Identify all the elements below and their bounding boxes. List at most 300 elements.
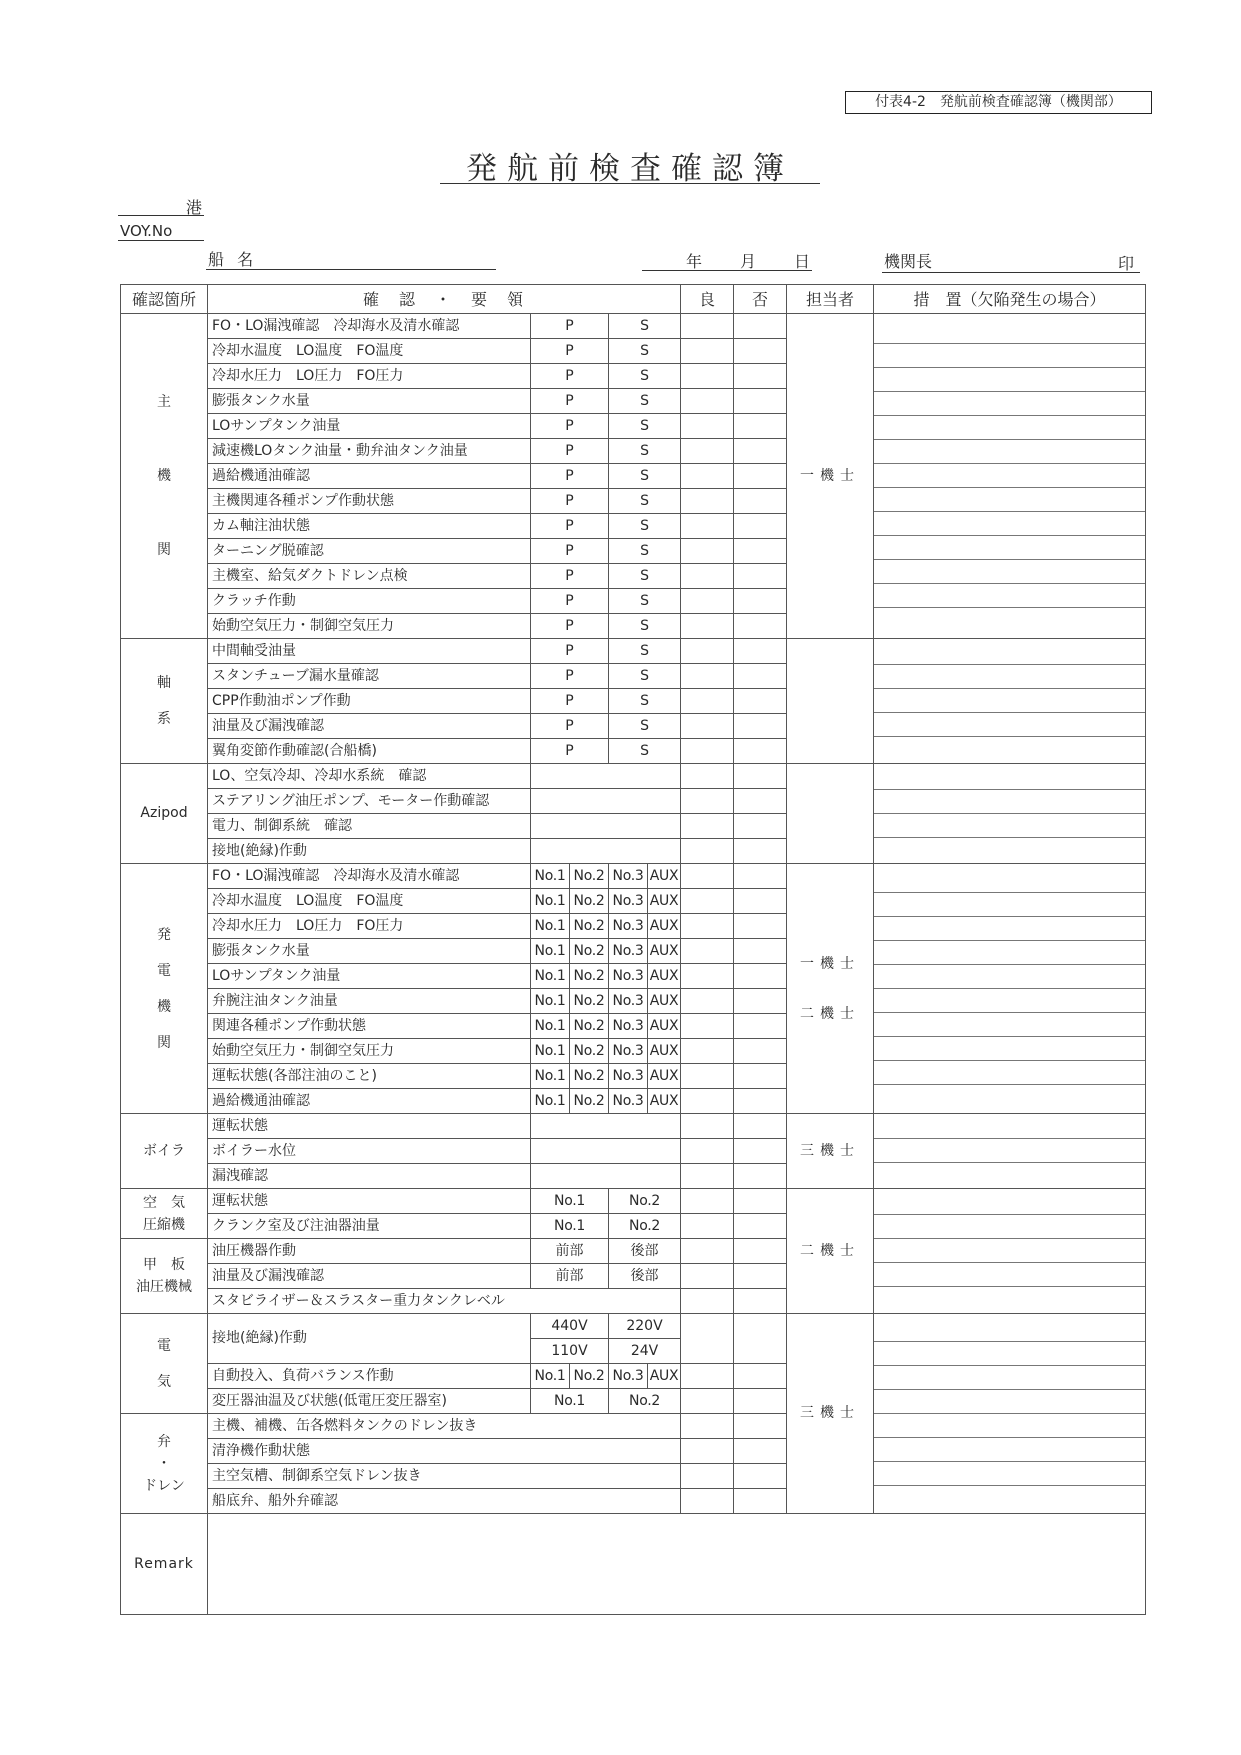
item-text: FO・LO漏洩確認 冷却海水及清水確認 [208, 864, 531, 889]
unit-aux: AUX [648, 1039, 681, 1064]
item-text: 膨張タンク水量 [208, 389, 531, 414]
item-text: 中間軸受油量 [208, 639, 531, 664]
measures-boiler[interactable] [874, 1114, 1146, 1189]
unit-no1: No.1 [531, 1014, 570, 1039]
unit-no1: No.1 [531, 1364, 570, 1389]
bad-cell[interactable] [734, 414, 787, 439]
good-cell[interactable] [681, 1414, 734, 1439]
title-underline [440, 183, 820, 184]
bad-cell[interactable] [734, 664, 787, 689]
staff-electric-valve: 三機士 [787, 1314, 874, 1514]
bad-cell[interactable] [734, 489, 787, 514]
year-label: 年 [686, 252, 703, 271]
mark-p: P [531, 639, 609, 664]
good-cell[interactable] [681, 439, 734, 464]
unit-no2: No.2 [570, 939, 609, 964]
good-cell[interactable] [681, 1464, 734, 1489]
ship-name-label: 船 名 [208, 250, 258, 269]
bad-cell[interactable] [734, 1139, 787, 1164]
month-label: 月 [740, 252, 757, 271]
mark-p: P [531, 739, 609, 764]
good-cell[interactable] [681, 339, 734, 364]
item-text: 主機、補機、缶各燃料タンクのドレン抜き [208, 1414, 681, 1439]
item-text: 清浄機作動状態 [208, 1439, 681, 1464]
mark-cell [531, 1139, 681, 1164]
item-text: 主機関連各種ポンプ作動状態 [208, 489, 531, 514]
bad-cell[interactable] [734, 1014, 787, 1039]
mark-p: P [531, 489, 609, 514]
mark-s: S [609, 364, 681, 389]
bad-cell[interactable] [734, 864, 787, 889]
mark-p: P [531, 314, 609, 339]
bad-cell[interactable] [734, 1389, 787, 1414]
volt-220: 220V [609, 1314, 681, 1339]
good-cell[interactable] [681, 764, 734, 789]
good-cell[interactable] [681, 714, 734, 739]
mark-p: P [531, 564, 609, 589]
port-line [118, 215, 204, 216]
staff-boiler: 三機士 [787, 1114, 874, 1189]
mark-p: P [531, 689, 609, 714]
good-cell[interactable] [681, 639, 734, 664]
col-measures: 措 置（欠陥発生の場合） [874, 285, 1146, 314]
section-main-engine [121, 314, 208, 639]
unit-no3: No.3 [609, 1089, 648, 1114]
mark-p: P [531, 364, 609, 389]
mark-cell [531, 764, 681, 789]
mark-s: S [609, 339, 681, 364]
unit-no2: No.2 [570, 864, 609, 889]
bad-cell[interactable] [734, 514, 787, 539]
ship-name-line [206, 269, 496, 270]
unit-no3: No.3 [609, 989, 648, 1014]
unit-aux: AUX [648, 1089, 681, 1114]
unit-no3: No.3 [609, 1039, 648, 1064]
unit-no1: No.1 [531, 1189, 609, 1214]
unit-no1: No.1 [531, 889, 570, 914]
seal-label: 印 [1118, 254, 1135, 273]
unit-aux: AUX [648, 1014, 681, 1039]
good-cell[interactable] [681, 314, 734, 339]
good-cell[interactable] [681, 1239, 734, 1264]
bad-cell[interactable] [734, 764, 787, 789]
item-text: 始動空気圧力・制御空気圧力 [208, 614, 531, 639]
measures-electric-valve[interactable] [874, 1314, 1146, 1514]
unit-no1: No.1 [531, 939, 570, 964]
voy-line [118, 240, 204, 241]
unit-no1: No.1 [531, 864, 570, 889]
col-procedure: 確 認 ・ 要 領 [208, 285, 681, 314]
mark-s: S [609, 414, 681, 439]
item-text: 冷却水圧力 LO圧力 FO圧力 [208, 364, 531, 389]
unit-no3: No.3 [609, 1364, 648, 1389]
staff-generator-second: 二機士 [800, 1005, 861, 1022]
item-text: ターニング脱確認 [208, 539, 531, 564]
bad-cell[interactable] [734, 389, 787, 414]
bad-cell[interactable] [734, 1114, 787, 1139]
good-cell[interactable] [681, 939, 734, 964]
bad-cell[interactable] [734, 1364, 787, 1389]
bad-cell[interactable] [734, 739, 787, 764]
good-cell[interactable] [681, 1314, 734, 1364]
item-text: 自動投入、負荷バランス作動 [208, 1364, 531, 1389]
item-text: LOサンプタンク油量 [208, 414, 531, 439]
section-valve-drain [121, 1414, 208, 1514]
good-cell[interactable] [681, 1114, 734, 1139]
good-cell[interactable] [681, 1139, 734, 1164]
unit-no1: No.1 [531, 1389, 609, 1414]
good-cell[interactable] [681, 539, 734, 564]
unit-no3: No.3 [609, 964, 648, 989]
unit-no1: No.1 [531, 1064, 570, 1089]
staff-generator [787, 864, 874, 1114]
unit-no3: No.3 [609, 1064, 648, 1089]
section-shaft-label: 軸 系 [157, 675, 185, 727]
mark-p: P [531, 389, 609, 414]
unit-no2: No.2 [609, 1189, 681, 1214]
good-cell[interactable] [681, 1364, 734, 1389]
unit-no2: No.2 [570, 1089, 609, 1114]
section-valve-drain-line2: ・ [157, 1455, 171, 1472]
item-text: 冷却水圧力 LO圧力 FO圧力 [208, 914, 531, 939]
unit-aux: AUX [648, 1364, 681, 1389]
bad-cell[interactable] [734, 314, 787, 339]
mark-s: S [609, 589, 681, 614]
good-cell[interactable] [681, 589, 734, 614]
unit-aux: AUX [648, 964, 681, 989]
bad-cell[interactable] [734, 1039, 787, 1064]
section-main-engine-label: 主 機 関 [157, 394, 185, 558]
item-text: LO、空気冷却、冷却水系統 確認 [208, 764, 531, 789]
mark-cell [531, 839, 681, 864]
item-text: 運転状態 [208, 1114, 531, 1139]
unit-no2: No.2 [570, 889, 609, 914]
mark-rear: 後部 [609, 1239, 681, 1264]
section-deck-hydraulic-line1: 甲 板 [143, 1257, 185, 1273]
volt-440: 440V [531, 1314, 609, 1339]
bad-cell[interactable] [734, 1239, 787, 1264]
good-cell[interactable] [681, 1039, 734, 1064]
mark-rear: 後部 [609, 1264, 681, 1289]
mark-s: S [609, 614, 681, 639]
col-good: 良 [681, 285, 734, 314]
unit-aux: AUX [648, 864, 681, 889]
unit-no2: No.2 [570, 914, 609, 939]
remark-label: Remark [121, 1514, 208, 1615]
item-text: スタビライザー＆スラスター重力タンクレベル [208, 1289, 681, 1314]
unit-no1: No.1 [531, 1214, 609, 1239]
item-text: 過給機通油確認 [208, 1089, 531, 1114]
item-text: CPP作動油ポンプ作動 [208, 689, 531, 714]
item-text: 減速機LOタンク油量・動弁油タンク油量 [208, 439, 531, 464]
item-text: ステアリング油圧ポンプ、モーター作動確認 [208, 789, 531, 814]
item-text: 運転状態 [208, 1189, 531, 1214]
bad-cell[interactable] [734, 714, 787, 739]
mark-p: P [531, 614, 609, 639]
section-generator-label: 発 電 機 関 [157, 926, 185, 1051]
item-text: 電力、制御系統 確認 [208, 814, 531, 839]
unit-no2: No.2 [570, 964, 609, 989]
bad-cell[interactable] [734, 539, 787, 564]
bad-cell[interactable] [734, 339, 787, 364]
unit-aux: AUX [648, 939, 681, 964]
unit-no1: No.1 [531, 1089, 570, 1114]
item-text: 油量及び漏洩確認 [208, 1264, 531, 1289]
item-text: 漏洩確認 [208, 1164, 531, 1189]
page-title: 発航前検査確認簿 [466, 151, 794, 187]
mark-p: P [531, 714, 609, 739]
good-cell[interactable] [681, 789, 734, 814]
measures-azipod[interactable] [874, 764, 1146, 864]
section-azipod: Azipod [121, 764, 208, 864]
item-text: 膨張タンク水量 [208, 939, 531, 964]
bad-cell[interactable] [734, 689, 787, 714]
day-label: 日 [794, 252, 811, 271]
good-cell[interactable] [681, 839, 734, 864]
good-cell[interactable] [681, 1164, 734, 1189]
good-cell[interactable] [681, 1439, 734, 1464]
mark-cell [531, 1114, 681, 1139]
mark-s: S [609, 489, 681, 514]
unit-no2: No.2 [570, 989, 609, 1014]
document-tag: 付表4-2 発航前検査確認簿（機関部） [845, 91, 1152, 114]
bad-cell[interactable] [734, 914, 787, 939]
chief-engineer-line [882, 272, 1140, 273]
good-cell[interactable] [681, 1264, 734, 1289]
bad-cell[interactable] [734, 839, 787, 864]
unit-aux: AUX [648, 889, 681, 914]
good-cell[interactable] [681, 1014, 734, 1039]
item-text: 冷却水温度 LO温度 FO温度 [208, 339, 531, 364]
bad-cell[interactable] [734, 464, 787, 489]
bad-cell[interactable] [734, 814, 787, 839]
item-text: 油量及び漏洩確認 [208, 714, 531, 739]
bad-cell[interactable] [734, 1189, 787, 1214]
section-electric-label: 電 気 [157, 1337, 185, 1390]
staff-shaft [787, 639, 874, 764]
good-cell[interactable] [681, 989, 734, 1014]
chief-engineer-label: 機関長 [884, 252, 933, 271]
item-text: ボイラー水位 [208, 1139, 531, 1164]
mark-p: P [531, 589, 609, 614]
mark-s: S [609, 539, 681, 564]
remark-field[interactable] [208, 1514, 1146, 1615]
section-deck-hydraulic [121, 1239, 208, 1314]
bad-cell[interactable] [734, 1314, 787, 1364]
mark-s: S [609, 439, 681, 464]
good-cell[interactable] [681, 1189, 734, 1214]
item-text: 冷却水温度 LO温度 FO温度 [208, 889, 531, 914]
bad-cell[interactable] [734, 1214, 787, 1239]
mark-p: P [531, 414, 609, 439]
unit-no2: No.2 [570, 1364, 609, 1389]
staff-generator-first: 一機士 [800, 955, 861, 972]
bad-cell[interactable] [734, 1464, 787, 1489]
section-air-compressor-line2: 圧縮機 [143, 1216, 185, 1233]
volt-24: 24V [609, 1339, 681, 1364]
mark-p: P [531, 339, 609, 364]
item-text: 接地(絶縁)作動 [208, 839, 531, 864]
unit-no1: No.1 [531, 989, 570, 1014]
mark-s: S [609, 464, 681, 489]
staff-main-engine: 一機士 [787, 314, 874, 639]
bad-cell[interactable] [734, 939, 787, 964]
col-bad: 否 [734, 285, 787, 314]
mark-s: S [609, 564, 681, 589]
unit-aux: AUX [648, 1064, 681, 1089]
mark-cell [531, 789, 681, 814]
item-text: スタンチューブ漏水量確認 [208, 664, 531, 689]
unit-no1: No.1 [531, 964, 570, 989]
good-cell[interactable] [681, 1489, 734, 1514]
good-cell[interactable] [681, 1389, 734, 1414]
mark-s: S [609, 639, 681, 664]
good-cell[interactable] [681, 914, 734, 939]
item-text: 過給機通油確認 [208, 464, 531, 489]
inspection-form [120, 284, 1146, 1615]
bad-cell[interactable] [734, 1439, 787, 1464]
volt-110: 110V [531, 1339, 609, 1364]
section-deck-hydraulic-line2: 油圧機械 [136, 1279, 192, 1295]
col-location: 確認箇所 [121, 285, 208, 314]
mark-p: P [531, 439, 609, 464]
mark-s: S [609, 389, 681, 414]
mark-p: P [531, 539, 609, 564]
good-cell[interactable] [681, 1064, 734, 1089]
measures-compressor-deck[interactable] [874, 1189, 1146, 1314]
good-cell[interactable] [681, 489, 734, 514]
section-air-compressor [121, 1189, 208, 1239]
unit-no2: No.2 [570, 1039, 609, 1064]
item-text: 変圧器油温及び状態(低電圧変圧器室) [208, 1389, 531, 1414]
unit-no1: No.1 [531, 914, 570, 939]
bad-cell[interactable] [734, 364, 787, 389]
good-cell[interactable] [681, 664, 734, 689]
unit-no1: No.1 [531, 1039, 570, 1064]
unit-no3: No.3 [609, 939, 648, 964]
date-line [642, 270, 812, 271]
unit-no3: No.3 [609, 1014, 648, 1039]
bad-cell[interactable] [734, 889, 787, 914]
good-cell[interactable] [681, 464, 734, 489]
unit-no2: No.2 [609, 1214, 681, 1239]
section-valve-drain-line3: ドレン [143, 1477, 185, 1494]
mark-s: S [609, 514, 681, 539]
item-text: 関連各種ポンプ作動状態 [208, 1014, 531, 1039]
port-label: 港 [186, 198, 203, 217]
good-cell[interactable] [681, 614, 734, 639]
measures-generator[interactable] [874, 864, 1146, 1114]
bad-cell[interactable] [734, 1489, 787, 1514]
good-cell[interactable] [681, 864, 734, 889]
item-text: LOサンプタンク油量 [208, 964, 531, 989]
item-text: 接地(絶縁)作動 [208, 1314, 531, 1364]
unit-no2: No.2 [570, 1014, 609, 1039]
good-cell[interactable] [681, 1214, 734, 1239]
section-electric [121, 1314, 208, 1414]
item-text: クランク室及び注油器油量 [208, 1214, 531, 1239]
item-text: クラッチ作動 [208, 589, 531, 614]
unit-no3: No.3 [609, 914, 648, 939]
section-air-compressor-line1: 空 気 [143, 1194, 185, 1211]
staff-azipod [787, 764, 874, 864]
section-generator [121, 864, 208, 1114]
mark-s: S [609, 739, 681, 764]
bad-cell[interactable] [734, 789, 787, 814]
item-text: 主空気槽、制御系空気ドレン抜き [208, 1464, 681, 1489]
mark-p: P [531, 664, 609, 689]
bad-cell[interactable] [734, 1289, 787, 1314]
unit-no3: No.3 [609, 889, 648, 914]
good-cell[interactable] [681, 389, 734, 414]
good-cell[interactable] [681, 1089, 734, 1114]
bad-cell[interactable] [734, 1264, 787, 1289]
bad-cell[interactable] [734, 439, 787, 464]
mark-cell [531, 1164, 681, 1189]
bad-cell[interactable] [734, 589, 787, 614]
unit-aux: AUX [648, 914, 681, 939]
unit-no3: No.3 [609, 864, 648, 889]
bad-cell[interactable] [734, 614, 787, 639]
section-valve-drain-line1: 弁 [157, 1433, 171, 1450]
item-text: 船底弁、船外弁確認 [208, 1489, 681, 1514]
voy-label: VOY.No [120, 222, 173, 240]
item-text: FO・LO漏洩確認 冷却海水及清水確認 [208, 314, 531, 339]
good-cell[interactable] [681, 514, 734, 539]
good-cell[interactable] [681, 739, 734, 764]
bad-cell[interactable] [734, 1164, 787, 1189]
measures-shaft[interactable] [874, 639, 1146, 764]
bad-cell[interactable] [734, 564, 787, 589]
good-cell[interactable] [681, 889, 734, 914]
mark-s: S [609, 714, 681, 739]
item-text: カム軸注油状態 [208, 514, 531, 539]
bad-cell[interactable] [734, 964, 787, 989]
good-cell[interactable] [681, 814, 734, 839]
mark-s: S [609, 664, 681, 689]
measures-main-engine[interactable] [874, 314, 1146, 639]
bad-cell[interactable] [734, 1414, 787, 1439]
mark-p: P [531, 514, 609, 539]
mark-cell [531, 814, 681, 839]
item-text: 運転状態(各部注油のこと) [208, 1064, 531, 1089]
good-cell[interactable] [681, 689, 734, 714]
col-staff: 担当者 [787, 285, 874, 314]
bad-cell[interactable] [734, 1089, 787, 1114]
good-cell[interactable] [681, 564, 734, 589]
mark-front: 前部 [531, 1239, 609, 1264]
section-boiler: ボイラ [121, 1114, 208, 1189]
section-shaft [121, 639, 208, 764]
mark-front: 前部 [531, 1264, 609, 1289]
unit-no2: No.2 [609, 1389, 681, 1414]
mark-s: S [609, 314, 681, 339]
good-cell[interactable] [681, 414, 734, 439]
bad-cell[interactable] [734, 1064, 787, 1089]
item-text: 油圧機器作動 [208, 1239, 531, 1264]
good-cell[interactable] [681, 964, 734, 989]
item-text: 主機室、給気ダクトドレン点検 [208, 564, 531, 589]
mark-s: S [609, 689, 681, 714]
good-cell[interactable] [681, 364, 734, 389]
unit-aux: AUX [648, 989, 681, 1014]
bad-cell[interactable] [734, 989, 787, 1014]
bad-cell[interactable] [734, 639, 787, 664]
good-cell[interactable] [681, 1289, 734, 1314]
item-text: 始動空気圧力・制御空気圧力 [208, 1039, 531, 1064]
item-text: 弁腕注油タンク油量 [208, 989, 531, 1014]
staff-compressor-deck: 二機士 [787, 1189, 874, 1314]
